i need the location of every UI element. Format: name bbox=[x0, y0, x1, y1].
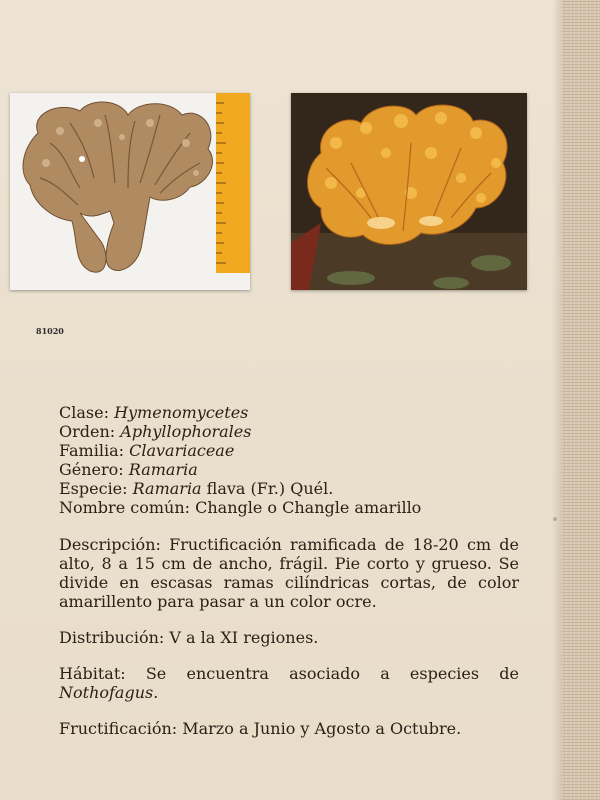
familia-value: Clavariaceae bbox=[129, 441, 235, 460]
orden-value: Aphyllophorales bbox=[120, 422, 252, 441]
specimen-number: 81020 bbox=[36, 326, 64, 336]
genero-line bbox=[59, 460, 519, 479]
familia-label: Familia: bbox=[59, 441, 130, 460]
spacer bbox=[59, 517, 519, 535]
fructificacion-line: Fructificación: Marzo a Junio y Agosto a Octubre. bbox=[59, 719, 462, 738]
margin-dot bbox=[553, 517, 557, 521]
especie-label: Especie: bbox=[59, 479, 133, 498]
spacer bbox=[59, 647, 519, 664]
distribucion-line: Distribución: V a la XI regiones. bbox=[59, 628, 319, 647]
species-description bbox=[59, 403, 519, 738]
habitat-end: . bbox=[153, 683, 159, 702]
clase-label: Clase: bbox=[59, 403, 115, 422]
habitat-paragraph bbox=[59, 664, 519, 702]
especie-rest: flava (Fr.) Quél. bbox=[201, 479, 334, 498]
especie-line bbox=[59, 479, 519, 498]
fresh-specimen-illustration bbox=[291, 93, 527, 290]
nombre-comun-line: Nombre común: Changle o Changle amarillo bbox=[59, 498, 422, 517]
habitat-genus: Nothofagus bbox=[59, 683, 154, 702]
habitat-text: Hábitat: Se encuentra asociado a especies de bbox=[59, 664, 519, 683]
descripcion-paragraph: Descripción: Fructificación ramificada de 18-20 cm de alto, 8 a 15 cm de ancho, frágil. Pie corto y grueso. Se divide en escasas ramas cilíndricas cortas, de color amarillento para pasar a un color ocre. bbox=[59, 535, 519, 611]
familia-line bbox=[59, 441, 519, 460]
clase-line bbox=[59, 403, 519, 422]
genero-value: Ramaria bbox=[128, 460, 198, 479]
textured-margin-strip bbox=[562, 0, 600, 800]
especie-genus: Ramaria bbox=[132, 479, 202, 498]
clase-value: Hymenomycetes bbox=[114, 403, 249, 422]
spacer bbox=[59, 702, 519, 719]
orden-line bbox=[59, 422, 519, 441]
fresh-specimen-photo bbox=[291, 93, 527, 290]
orden-label: Orden: bbox=[59, 422, 121, 441]
dried-specimen-illustration bbox=[10, 93, 250, 290]
spacer bbox=[59, 611, 519, 628]
genero-label: Género: bbox=[59, 460, 129, 479]
dried-specimen-photo bbox=[10, 93, 250, 336]
